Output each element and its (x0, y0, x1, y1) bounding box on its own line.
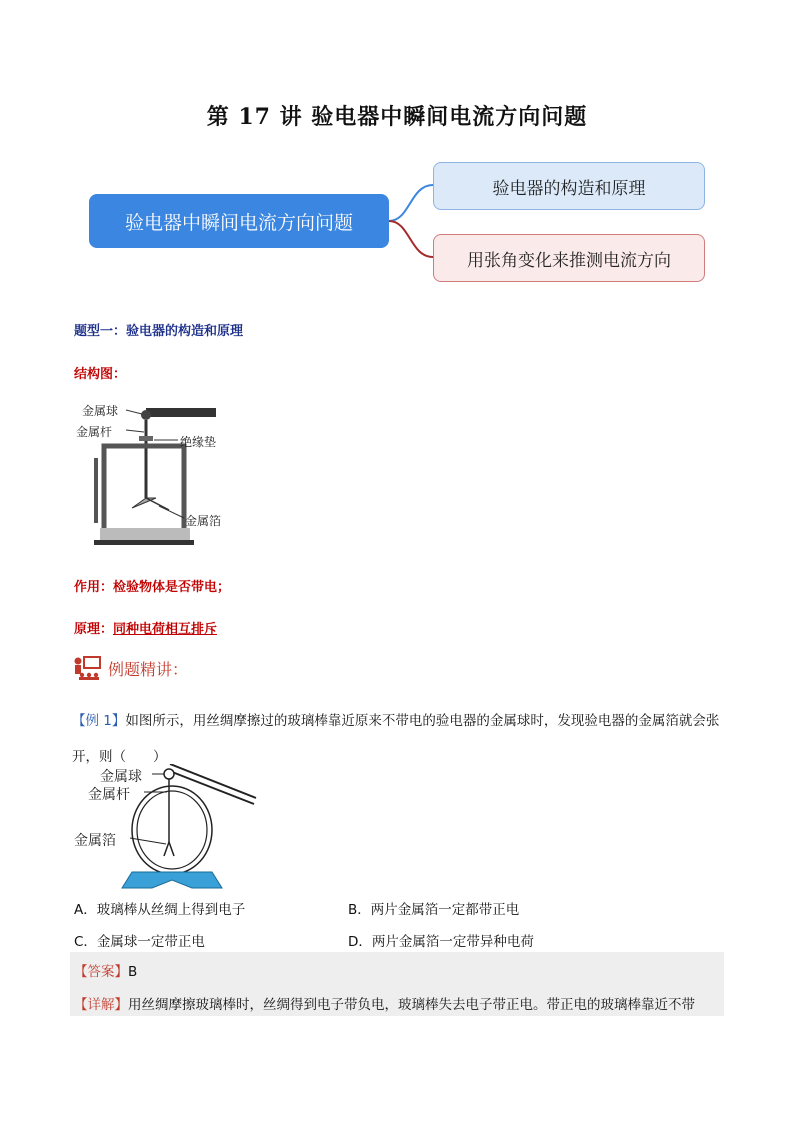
option-a: A．玻璃棒从丝绸上得到电子 (74, 902, 246, 918)
outer-ring (132, 786, 212, 874)
structure-label: 结构图： (74, 367, 127, 382)
base (100, 528, 190, 542)
principle-row (74, 618, 217, 637)
function-row (74, 576, 230, 595)
question-text: 如图所示，用丝绸摩擦过的玻璃棒靠近原来不带电的验电器的金属球时，发现验电器的金属箔就会张开，则（ ） (72, 713, 720, 765)
frame (104, 446, 184, 538)
option-d: D．两片金属箔一定带异种电荷 (348, 934, 534, 950)
question-tag: 【例 1】 (72, 713, 126, 729)
foil-right (169, 842, 174, 856)
mindmap-child-angle: 用张角变化来推测电流方向 (433, 234, 705, 282)
diagram-label-pad: 绝缘垫 (180, 435, 217, 449)
diagram-label-ball: 金属球 (82, 404, 119, 418)
metal-ball (164, 769, 174, 779)
charged-rod (146, 408, 216, 417)
examples-heading (72, 655, 188, 681)
answer-tag: 【答案】 (74, 964, 128, 980)
principle-label: 原理： (74, 622, 114, 637)
detail-row (74, 993, 724, 1013)
q-label-foil: 金属箔 (74, 833, 116, 849)
function-label: 作用： (74, 580, 114, 595)
answer-row (74, 960, 137, 980)
mindmap-root: 验电器中瞬间电流方向问题 (89, 194, 389, 248)
diagram-label-foil: 金属箔 (185, 514, 222, 528)
section-heading: 题型一：验电器的构造和原理 (74, 324, 244, 339)
option-b: B．两片金属箔一定都带正电 (348, 902, 520, 918)
teacher-icon (72, 655, 102, 681)
examples-heading-text: 例题精讲： (108, 659, 189, 679)
answer-value: B (128, 964, 138, 980)
base (122, 872, 222, 888)
metal-ball (141, 410, 151, 420)
diagram-label-rod: 金属杆 (76, 425, 113, 439)
page-title: 第 17 讲 验电器中瞬间电流方向问题 (206, 104, 588, 130)
option-c: C．金属球一定带正电 (74, 934, 205, 950)
principle-text: 同种电荷相互排斥 (113, 622, 218, 637)
insulating-pad (139, 436, 153, 441)
detail-text: 用丝绸摩擦玻璃棒时，丝绸得到电子带负电，玻璃棒失去电子带正电。带正电的玻璃棒靠近不带 (128, 997, 695, 1013)
q-label-rod: 金属杆 (88, 787, 130, 803)
detail-tag: 【详解】 (74, 997, 128, 1013)
function-text: 检验物体是否带电； (113, 580, 231, 595)
q-label-ball: 金属球 (100, 769, 142, 785)
metal-foil (132, 498, 156, 508)
mindmap-child-structure: 验电器的构造和原理 (433, 162, 705, 210)
